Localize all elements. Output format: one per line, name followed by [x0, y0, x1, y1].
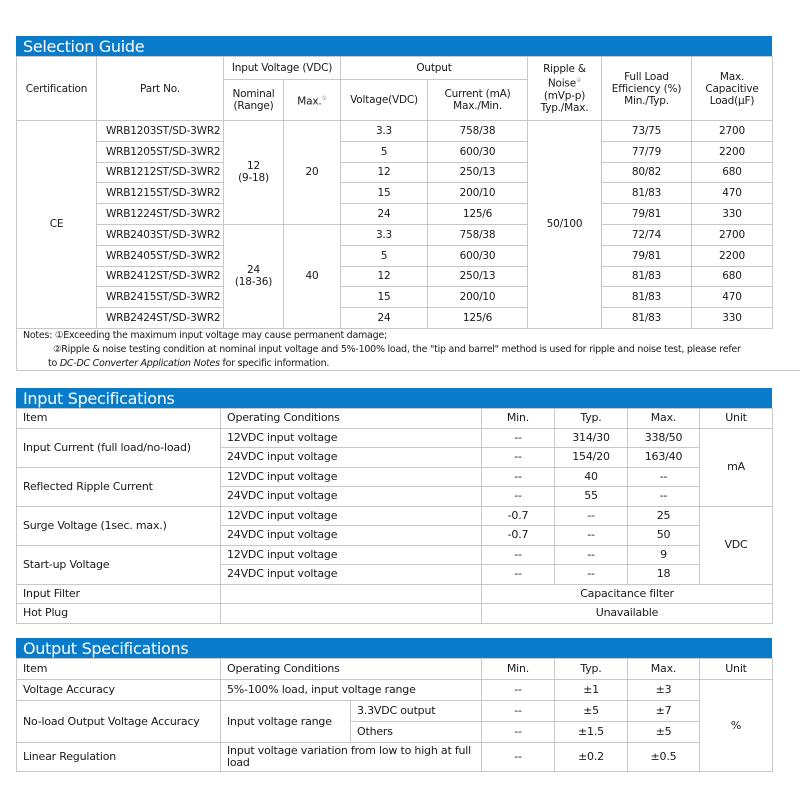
- noload-accuracy-cond: Input voltage range: [221, 701, 351, 743]
- input-spec-min: -0.7: [482, 526, 555, 546]
- header-conditions: Operating Conditions: [221, 659, 482, 680]
- input-spec-cond: 12VDC input voltage: [221, 545, 482, 565]
- output-current: 125/6: [428, 204, 528, 225]
- efficiency: 80/82: [602, 162, 692, 183]
- range-value: (18-36): [234, 276, 273, 289]
- output-current: 250/13: [428, 266, 528, 287]
- output-voltage: 5: [341, 245, 428, 266]
- capacitive-load: 2700: [692, 224, 773, 245]
- header-unit: Unit: [700, 659, 773, 680]
- capacitive-load: 2700: [692, 121, 773, 142]
- header-certification: Certification: [17, 57, 97, 121]
- input-spec-typ: --: [555, 506, 628, 526]
- input-spec-item: Input Current (full load/no-load): [17, 428, 221, 467]
- input-specs-title: Input Specifications: [16, 388, 772, 408]
- nominal-range-cell: [224, 224, 284, 328]
- efficiency: 72/74: [602, 224, 692, 245]
- nominal-value: 24: [247, 264, 260, 277]
- input-spec-item: Surge Voltage (1sec. max.): [17, 506, 221, 545]
- output-voltage: 15: [341, 183, 428, 204]
- noload-max: ±5: [628, 722, 700, 743]
- hot-plug-item: Hot Plug: [17, 604, 221, 624]
- header-max: [284, 80, 341, 121]
- linear-regulation-cond: Input voltage variation from low to high at full load: [221, 743, 482, 772]
- input-spec-typ: 40: [555, 467, 628, 487]
- header-item: Item: [17, 409, 221, 429]
- input-spec-typ: --: [555, 565, 628, 585]
- input-filter-cond: [221, 584, 482, 604]
- note-1: ①Exceeding the maximum input voltage may cause permanent damage;: [54, 330, 387, 341]
- notes-label: Notes:: [23, 330, 53, 341]
- product-row: [17, 224, 773, 245]
- hot-plug-cond: [221, 604, 482, 624]
- capacitive-load: 2200: [692, 141, 773, 162]
- note-ref-2: ②: [575, 77, 582, 85]
- header-min: Min.: [482, 659, 555, 680]
- header-min: Min.: [482, 409, 555, 429]
- output-specs-title: Output Specifications: [16, 638, 772, 658]
- product-row: [17, 141, 773, 162]
- output-voltage: 12: [341, 162, 428, 183]
- header-efficiency: Full Load Efficiency (%) Min./Typ.: [602, 57, 692, 121]
- note-3-suffix: for specific information.: [219, 358, 330, 369]
- part-number: WRB1205ST/SD-3WR2: [97, 141, 224, 162]
- efficiency: 81/83: [602, 308, 692, 329]
- input-spec-max: 50: [628, 526, 700, 546]
- efficiency: 79/81: [602, 245, 692, 266]
- input-specs-section: [16, 388, 773, 624]
- input-spec-max: 9: [628, 545, 700, 565]
- input-spec-cond: 24VDC input voltage: [221, 526, 482, 546]
- note-3: [23, 357, 800, 371]
- output-current: 600/30: [428, 141, 528, 162]
- input-spec-max: --: [628, 487, 700, 507]
- ripple-noise-cell: 50/100: [528, 121, 602, 329]
- output-current: 200/10: [428, 183, 528, 204]
- header-current: Current (mA) Max./Min.: [428, 80, 528, 121]
- header-typ: Typ.: [555, 409, 628, 429]
- selection-guide-title: Selection Guide: [16, 36, 772, 56]
- output-voltage: 15: [341, 287, 428, 308]
- linear-regulation-typ: ±0.2: [555, 743, 628, 772]
- note-2: ②Ripple & noise testing condition at nominal input voltage and 5%-100% load, the "tip and barrel" method is used for ripple and noise test, please refer: [53, 344, 741, 355]
- input-spec-min: -0.7: [482, 506, 555, 526]
- part-number: WRB1212ST/SD-3WR2: [97, 162, 224, 183]
- input-spec-typ: --: [555, 545, 628, 565]
- output-current: 200/10: [428, 287, 528, 308]
- capacitive-load: 470: [692, 287, 773, 308]
- efficiency: 81/83: [602, 287, 692, 308]
- input-spec-row: [17, 467, 773, 487]
- nominal-value: 12: [247, 160, 260, 173]
- part-number: WRB2415ST/SD-3WR2: [97, 287, 224, 308]
- output-current: 125/6: [428, 308, 528, 329]
- linear-regulation-min: --: [482, 743, 555, 772]
- linear-regulation-max: ±0.5: [628, 743, 700, 772]
- input-spec-max: --: [628, 467, 700, 487]
- input-specs-table: [16, 408, 773, 624]
- input-spec-item: Start-up Voltage: [17, 545, 221, 584]
- unit-vdc: VDC: [700, 506, 773, 584]
- header-ripple-noise: [528, 57, 602, 121]
- header-nominal: Nominal (Range): [224, 80, 284, 121]
- input-spec-max: 338/50: [628, 428, 700, 448]
- part-number: WRB1224ST/SD-3WR2: [97, 204, 224, 225]
- unit-ma: mA: [700, 428, 773, 506]
- output-voltage: 5: [341, 141, 428, 162]
- output-voltage: 3.3: [341, 224, 428, 245]
- efficiency: 73/75: [602, 121, 692, 142]
- input-spec-cond: 24VDC input voltage: [221, 487, 482, 507]
- header-output: Output: [341, 57, 528, 80]
- input-spec-min: --: [482, 467, 555, 487]
- part-number: WRB2424ST/SD-3WR2: [97, 308, 224, 329]
- capacitive-load: 680: [692, 162, 773, 183]
- noload-accuracy-item: No-load Output Voltage Accuracy: [17, 701, 221, 743]
- input-spec-min: --: [482, 487, 555, 507]
- input-spec-row: [17, 545, 773, 565]
- nominal-range-cell: [224, 121, 284, 225]
- output-current: 250/13: [428, 162, 528, 183]
- input-spec-cond: 24VDC input voltage: [221, 565, 482, 585]
- output-unit: %: [700, 680, 773, 772]
- input-spec-typ: 55: [555, 487, 628, 507]
- header-unit: Unit: [700, 409, 773, 429]
- input-spec-row: [17, 428, 773, 448]
- hot-plug-value: Unavailable: [482, 604, 773, 624]
- input-spec-max: 25: [628, 506, 700, 526]
- voltage-accuracy-cond: 5%-100% load, input voltage range: [221, 680, 482, 701]
- header-item: Item: [17, 659, 221, 680]
- part-number: WRB2403ST/SD-3WR2: [97, 224, 224, 245]
- product-row: [17, 162, 773, 183]
- product-row: [17, 245, 773, 266]
- max-label: Max.: [297, 95, 322, 108]
- input-spec-min: --: [482, 448, 555, 468]
- certification-cell: CE: [17, 121, 97, 329]
- efficiency: 81/83: [602, 183, 692, 204]
- app-notes-reference: DC-DC Converter Application Notes: [59, 358, 220, 369]
- header-part-no: Part No.: [97, 57, 224, 121]
- max-voltage-cell: 40: [284, 224, 341, 328]
- linear-regulation-item: Linear Regulation: [17, 743, 221, 772]
- noload-typ: ±1.5: [555, 722, 628, 743]
- voltage-accuracy-max: ±3: [628, 680, 700, 701]
- header-typ: Typ.: [555, 659, 628, 680]
- input-spec-row: [17, 506, 773, 526]
- output-voltage: 24: [341, 204, 428, 225]
- product-row: [17, 308, 773, 329]
- capacitive-load: 330: [692, 308, 773, 329]
- output-current: 758/38: [428, 121, 528, 142]
- note-3-prefix: to: [48, 358, 60, 369]
- noload-min: --: [482, 701, 555, 722]
- input-spec-max: 18: [628, 565, 700, 585]
- max-voltage-cell: 20: [284, 121, 341, 225]
- output-voltage: 24: [341, 308, 428, 329]
- input-spec-cond: 24VDC input voltage: [221, 448, 482, 468]
- output-voltage: 12: [341, 266, 428, 287]
- noload-typ: ±5: [555, 701, 628, 722]
- header-conditions: Operating Conditions: [221, 409, 482, 429]
- input-spec-typ: 314/30: [555, 428, 628, 448]
- input-spec-cond: 12VDC input voltage: [221, 506, 482, 526]
- header-max: Max.: [628, 659, 700, 680]
- noload-min: --: [482, 722, 555, 743]
- product-row: [17, 204, 773, 225]
- ripple-label: Ripple & Noise: [543, 63, 586, 90]
- input-filter-value: Capacitance filter: [482, 584, 773, 604]
- part-number: WRB1215ST/SD-3WR2: [97, 183, 224, 204]
- voltage-accuracy-item: Voltage Accuracy: [17, 680, 221, 701]
- output-current: 758/38: [428, 224, 528, 245]
- part-number: WRB2412ST/SD-3WR2: [97, 266, 224, 287]
- note-ref-1: ①: [321, 94, 327, 102]
- capacitive-load: 2200: [692, 245, 773, 266]
- capacitive-load: 330: [692, 204, 773, 225]
- header-capacitive: Max. Capacitive Load(µF): [692, 57, 773, 121]
- efficiency: 81/83: [602, 266, 692, 287]
- input-spec-item: Reflected Ripple Current: [17, 467, 221, 506]
- efficiency: 79/81: [602, 204, 692, 225]
- input-spec-min: --: [482, 545, 555, 565]
- selection-notes: [16, 327, 800, 371]
- product-row: [17, 183, 773, 204]
- part-number: WRB1203ST/SD-3WR2: [97, 121, 224, 142]
- product-row: [17, 266, 773, 287]
- output-specs-table: [16, 658, 773, 772]
- selection-guide-table: [16, 56, 773, 329]
- output-specs-section: [16, 638, 773, 772]
- selection-guide-section: [16, 36, 773, 329]
- input-spec-min: --: [482, 565, 555, 585]
- input-spec-min: --: [482, 428, 555, 448]
- input-spec-max: 163/40: [628, 448, 700, 468]
- input-spec-cond: 12VDC input voltage: [221, 428, 482, 448]
- header-voltage: Voltage(VDC): [341, 80, 428, 121]
- voltage-accuracy-min: --: [482, 680, 555, 701]
- input-filter-item: Input Filter: [17, 584, 221, 604]
- input-spec-typ: 154/20: [555, 448, 628, 468]
- voltage-accuracy-typ: ±1: [555, 680, 628, 701]
- part-number: WRB2405ST/SD-3WR2: [97, 245, 224, 266]
- input-spec-cond: 12VDC input voltage: [221, 467, 482, 487]
- product-row: [17, 121, 773, 142]
- noload-max: ±7: [628, 701, 700, 722]
- output-voltage: 3.3: [341, 121, 428, 142]
- capacitive-load: 680: [692, 266, 773, 287]
- input-spec-typ: --: [555, 526, 628, 546]
- range-value: (9-18): [238, 172, 269, 185]
- output-current: 600/30: [428, 245, 528, 266]
- ripple-unit: (mVp-p) Typ./Max.: [540, 89, 589, 114]
- noload-sub-cond: Others: [351, 722, 482, 743]
- header-input-voltage: Input Voltage (VDC): [224, 57, 341, 80]
- noload-sub-cond: 3.3VDC output: [351, 701, 482, 722]
- capacitive-load: 470: [692, 183, 773, 204]
- efficiency: 77/79: [602, 141, 692, 162]
- product-row: [17, 287, 773, 308]
- header-max: Max.: [628, 409, 700, 429]
